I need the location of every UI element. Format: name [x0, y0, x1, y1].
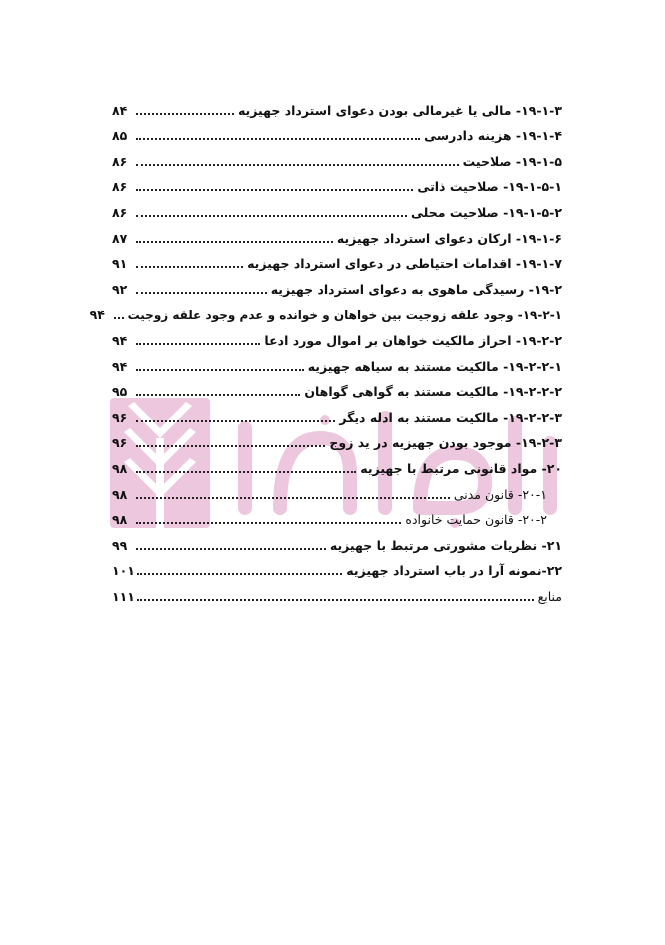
toc-entry[interactable] — [112, 375, 562, 401]
toc-entry-title: ۱۹-۲-۲-۳- مالکیت مستند به ادله دیگر — [339, 409, 562, 425]
toc-entry-page: ۹۸ — [112, 486, 128, 502]
toc-dot-leader — [136, 445, 325, 447]
toc-entry-title: ۲۱- نظریات مشورتی مرتبط با جهیزیه — [329, 537, 562, 553]
toc-entry-page: ۸۶ — [112, 204, 128, 220]
toc-dot-leader — [136, 189, 413, 191]
toc-dot-leader — [136, 343, 260, 345]
toc-entry-page: ۹۹ — [112, 537, 128, 553]
toc-entry-title: ۱۹-۱-۵-۱- صلاحیت ذاتی — [417, 179, 562, 195]
toc-dot-leader — [136, 369, 304, 371]
toc-entry-title: ۱۹-۲-۱- وجود علقه زوجیت بین خواهان و خوانده و عدم وجود علقه زوجیت — [127, 308, 562, 323]
toc-entry[interactable] — [112, 221, 562, 247]
toc-entry-title: ۱۹-۱-۵- صلاحیت — [462, 153, 562, 169]
toc-dot-leader — [136, 548, 326, 550]
toc-entry[interactable] — [112, 477, 562, 503]
toc-entry-page: ۹۶ — [112, 435, 128, 451]
toc-entry[interactable] — [112, 93, 562, 119]
toc-entry-title: ۲۰-۱- قانون مدنی — [453, 486, 547, 502]
toc-entry-title: ۱۹-۲-۲-۲- مالکیت مستند به گواهی گواهان — [304, 384, 562, 400]
toc-entry[interactable] — [112, 144, 562, 170]
toc-entry[interactable] — [112, 451, 562, 477]
toc-entry-title: ۱۹-۲-۲-۱- مالکیت مستند به سیاهه جهیزیه — [307, 358, 562, 374]
toc-entry[interactable] — [112, 323, 562, 349]
toc-entry-page: ۹۱ — [112, 256, 128, 272]
toc-entry[interactable] — [112, 579, 562, 605]
toc-entry-title: ۱۹-۲-۲- احراز مالکیت خواهان بر اموال مورد ادعا — [264, 332, 562, 348]
toc-entry-title: ۲۲-نمونه آرا در باب استرداد جهیزیه — [346, 563, 562, 579]
toc-dot-leader — [114, 317, 124, 319]
toc-dot-leader — [136, 292, 267, 294]
toc-entry[interactable] — [112, 554, 562, 580]
toc-entry-page: ۸۶ — [112, 179, 128, 195]
toc-entry-page: ۹۸ — [112, 460, 128, 476]
toc-entry[interactable] — [112, 195, 562, 221]
table-of-contents — [89, 93, 562, 605]
toc-dot-leader — [136, 241, 333, 243]
toc-entry[interactable] — [112, 426, 562, 452]
toc-entry[interactable] — [112, 170, 562, 196]
toc-entry[interactable] — [112, 119, 562, 145]
toc-entry-title: ۲۰- مواد قانونی مرتبط با جهیزیه — [360, 460, 562, 476]
toc-entry-title: ۱۹-۱-۶- ارکان دعوای استرداد جهیزیه — [336, 230, 562, 246]
toc-entry-page: ۹۸ — [112, 512, 128, 528]
toc-dot-leader — [136, 164, 459, 166]
toc-dot-leader — [136, 420, 335, 422]
toc-entry-title: ۱۹-۱-۷- اقدامات احتیاطی در دعوای استرداد جهیزیه — [247, 256, 562, 272]
toc-entry[interactable] — [112, 400, 562, 426]
toc-entry-title: ۱۹-۱-۵-۲- صلاحیت محلی — [410, 204, 562, 220]
toc-entry-page: ۹۴ — [112, 358, 128, 374]
toc-entry-page: ۸۵ — [112, 128, 128, 144]
toc-entry-page: ۸۴ — [112, 102, 128, 118]
toc-dot-leader — [136, 215, 407, 217]
toc-entry-page: ۹۴ — [89, 307, 105, 323]
toc-entry-title: ۱۹-۲-۳- موجود بودن جهیزیه در ید زوج — [329, 435, 562, 451]
toc-entry-title: ۱۹-۲- رسیدگی ماهوی به دعوای استرداد جهیزیه — [270, 281, 562, 297]
toc-entry-title: منابع — [537, 588, 562, 604]
toc-dot-leader — [136, 266, 243, 268]
toc-entry[interactable] — [89, 298, 562, 324]
toc-dot-leader — [136, 471, 356, 473]
toc-dot-leader — [136, 394, 300, 396]
toc-entry[interactable] — [112, 503, 562, 529]
toc-dot-leader — [136, 522, 401, 524]
toc-entry[interactable] — [112, 247, 562, 273]
toc-dot-leader — [137, 573, 342, 575]
toc-entry-page: ۸۷ — [112, 230, 128, 246]
toc-entry-title: ۱۹-۱-۴- هزینه دادرسی — [424, 128, 562, 144]
toc-entry-page: ۹۶ — [112, 409, 128, 425]
toc-entry[interactable] — [112, 528, 562, 554]
toc-entry-page: ۹۵ — [112, 384, 128, 400]
toc-dot-leader — [136, 497, 450, 499]
toc-entry-title: ۱۹-۱-۳- مالی یا غیرمالی بودن دعوای استرداد جهیزیه — [237, 102, 562, 118]
toc-entry-title: ۲۰-۲- قانون حمایت خانواده — [405, 512, 547, 528]
toc-entry-page: ۸۶ — [112, 153, 128, 169]
toc-entry-page: ۱۱۱ — [112, 588, 135, 604]
toc-dot-leader — [136, 113, 234, 115]
toc-entry-page: ۹۲ — [112, 281, 128, 297]
toc-entry[interactable] — [112, 349, 562, 375]
toc-dot-leader — [137, 599, 534, 601]
toc-entry-page: ۹۴ — [112, 332, 128, 348]
toc-entry-page: ۱۰۱ — [112, 563, 135, 579]
toc-dot-leader — [136, 138, 420, 140]
toc-entry[interactable] — [112, 272, 562, 298]
